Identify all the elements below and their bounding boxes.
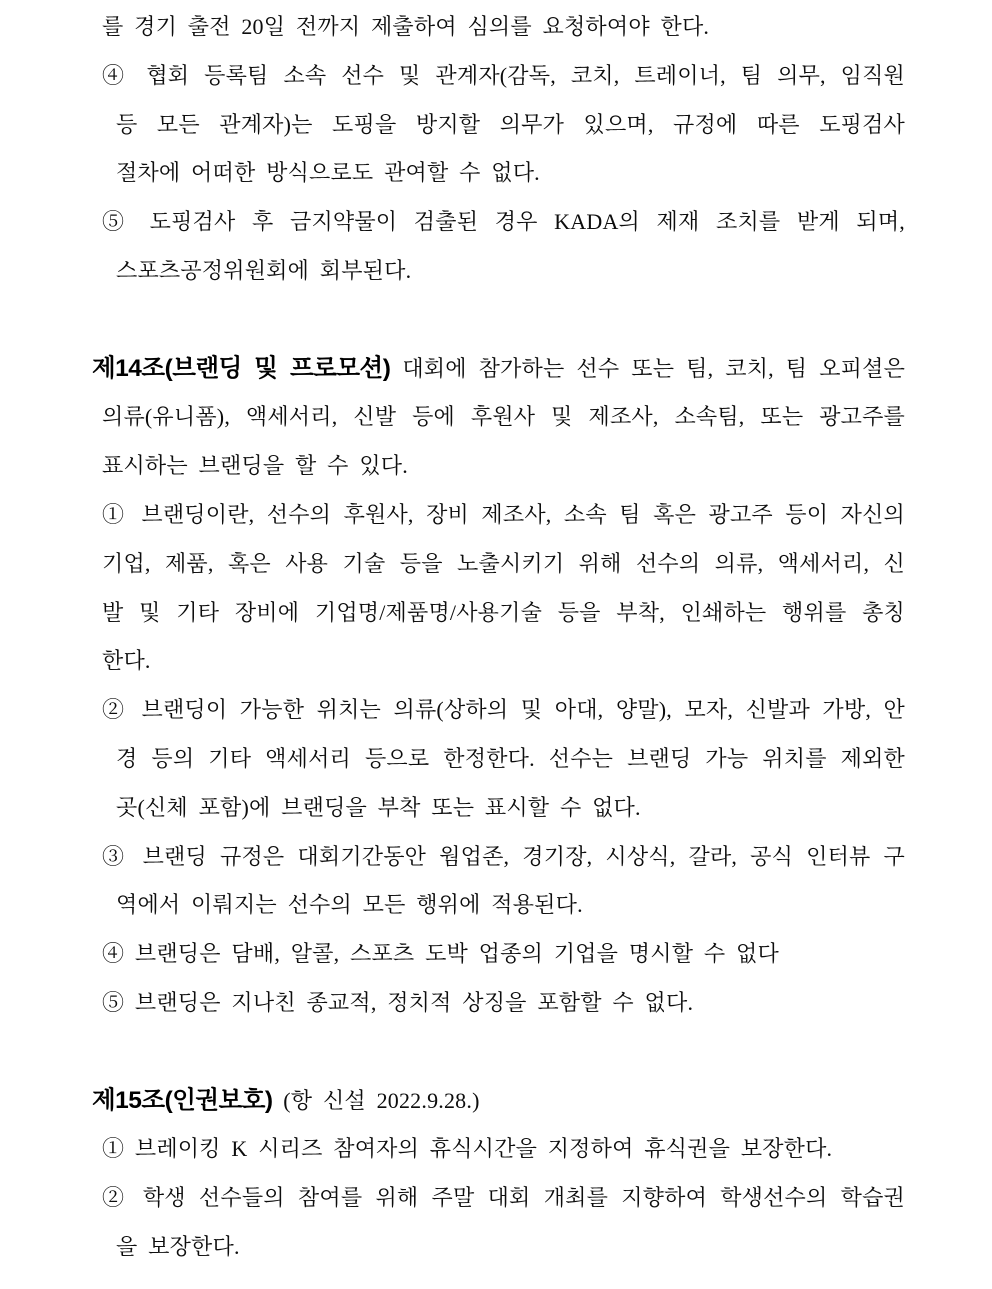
article-number-title: 제14조(브랜딩 및 프로모션) [92, 354, 391, 382]
heading-following-text: (항 신설 2022.9.28.) [283, 1087, 480, 1113]
document-line: ① 브랜딩이란, 선수의 후원사, 장비 제조사, 소속 팀 혹은 광고주 등이 자신의 [102, 501, 905, 527]
document-line: ⑤ 브랜딩은 지나친 종교적, 정치적 상징을 포함할 수 없다. [102, 989, 694, 1015]
document-line: 절차에 어떠한 방식으로도 관여할 수 없다. [116, 160, 540, 186]
blank-line [92, 1028, 905, 1077]
document-line: ④ 협회 등록팀 소속 선수 및 관계자(감독, 코치, 트레이너, 팀 의무, 임직원 [102, 62, 905, 88]
document-line: 을 보장한다. [116, 1233, 240, 1259]
document-line: ① 브레이킹 K 시리즈 참여자의 휴식시간을 지정하여 휴식권을 보장한다. [102, 1136, 833, 1162]
document-line: ⑤ 도핑검사 후 금지약물이 검출된 경우 KADA의 제재 조치를 받게 되며, [102, 209, 905, 235]
document-line: ② 학생 선수들의 참여를 위해 주말 대회 개최를 지향하여 학생선수의 학습권 [102, 1185, 905, 1211]
article-number-title: 제15조(인권보호) [92, 1086, 273, 1114]
document-line: 등 모든 관계자)는 도핑을 방지할 의무가 있으며, 규정에 따른 도핑검사 [116, 111, 905, 137]
blank-line [92, 296, 905, 345]
document-line: ④ 브랜딩은 담배, 알콜, 스포츠 도박 업종의 기업을 명시할 수 없다 [102, 941, 779, 967]
heading-following-text: 대회에 참가하는 선수 또는 팀, 코치, 팀 오피셜은 [402, 355, 905, 381]
document-line: 의류(유니폼), 액세서리, 신발 등에 후원사 및 제조사, 소속팀, 또는 광고주를 [102, 404, 905, 430]
document-line: 를 경기 출전 20일 전까지 제출하여 심의를 요청하여야 한다. [102, 14, 710, 39]
document-line: 발 및 기타 장비에 기업명/제품명/사용기술 등을 부착, 인쇄하는 행위를 총칭 [102, 599, 905, 625]
document-line: 역에서 이뤄지는 선수의 모든 행위에 적용된다. [116, 892, 583, 918]
document-line: 표시하는 브랜딩을 할 수 있다. [102, 453, 408, 479]
section-heading [92, 1077, 905, 1126]
section-heading [92, 345, 905, 394]
document-line: 기업, 제품, 혹은 사용 기술 등을 노출시키기 위해 선수의 의류, 액세서리, 신 [102, 550, 905, 576]
document-line: 한다. [102, 648, 151, 674]
document-line: 경 등의 기타 액세서리 등으로 한정한다. 선수는 브랜딩 가능 위치를 제외한 [116, 745, 905, 771]
document-line: ② 브랜딩이 가능한 위치는 의류(상하의 및 아대, 양말), 모자, 신발과 가방, 안 [102, 697, 905, 723]
document-line: 곳(신체 포함)에 브랜딩을 부착 또는 표시할 수 없다. [116, 794, 641, 820]
document-line: ③ 브랜딩 규정은 대회기간동안 웜업존, 경기장, 시상식, 갈라, 공식 인터뷰 구 [102, 843, 905, 869]
document-line: 스포츠공정위원회에 회부된다. [116, 257, 412, 283]
